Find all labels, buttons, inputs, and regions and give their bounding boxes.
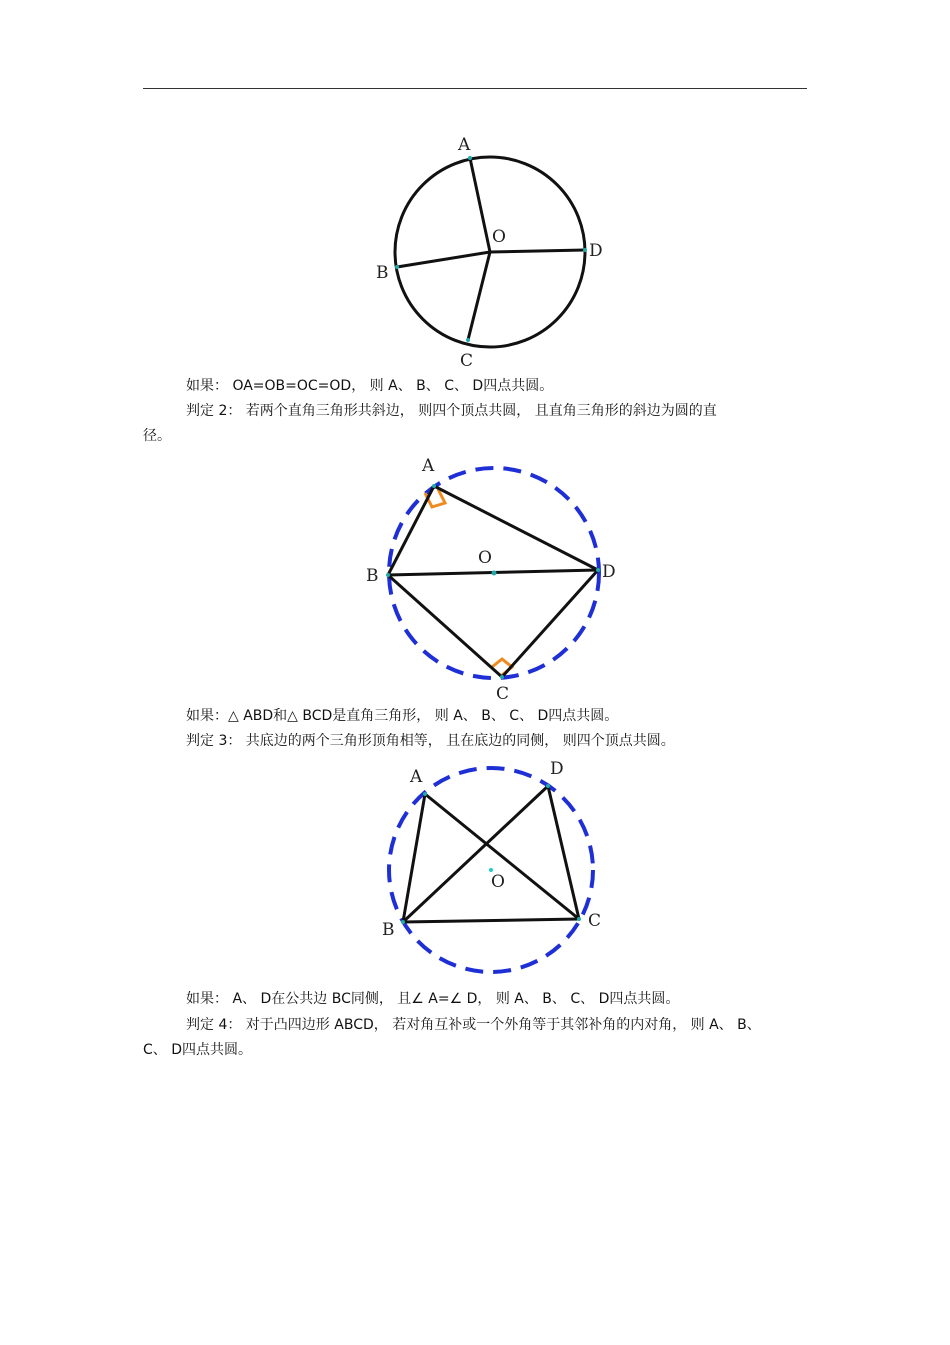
fig3-side-bc xyxy=(403,919,579,922)
fig2-side-ad xyxy=(434,486,598,570)
header-rule xyxy=(143,88,807,89)
fig3-label-o: O xyxy=(491,872,505,892)
fig3-label-a: A xyxy=(410,767,423,787)
fig2-side-cd xyxy=(502,570,598,677)
fig1-point-a xyxy=(468,156,472,160)
figure-2-right-triangles xyxy=(360,453,620,703)
fig3-point-a xyxy=(423,792,427,796)
text-line-1: 如果： OA=OB=OC=OD， 则 A、 B、 C、 D四点共圆。 xyxy=(186,378,554,394)
fig1-label-o: O xyxy=(492,227,506,247)
fig2-point-b xyxy=(386,573,390,577)
fig2-label-o: O xyxy=(478,548,492,568)
fig2-point-d xyxy=(596,568,600,572)
fig3-side-ac xyxy=(425,794,579,919)
fig2-point-a xyxy=(432,484,436,488)
fig3-point-b xyxy=(401,920,405,924)
fig3-label-b: B xyxy=(382,920,395,940)
fig2-point-c xyxy=(500,675,504,679)
text-line-2: 判定 2： 若两个直角三角形共斜边， 则四个顶点共圆， 且直角三角形的斜边为圆的直 xyxy=(186,403,717,419)
text-line-3: 径。 xyxy=(143,428,171,444)
fig2-label-a: A xyxy=(422,456,435,476)
fig2-side-bc xyxy=(388,575,502,677)
fig1-label-d: D xyxy=(589,241,603,261)
fig1-label-b: B xyxy=(376,263,389,283)
fig2-side-ab xyxy=(388,486,434,575)
fig3-point-c xyxy=(577,917,581,921)
figure-1-circle-radii xyxy=(360,128,610,373)
fig1-radius-oa xyxy=(470,158,490,252)
fig1-radius-od xyxy=(490,250,585,252)
fig1-radius-oc xyxy=(468,252,490,340)
fig1-point-b xyxy=(395,265,399,269)
fig1-radius-ob xyxy=(397,252,490,267)
fig1-point-d xyxy=(583,248,587,252)
fig1-label-c: C xyxy=(460,351,474,371)
text-line-8: C、 D四点共圆。 xyxy=(143,1042,253,1058)
figure-3-common-base-triangles xyxy=(370,756,620,976)
fig3-label-c: C xyxy=(588,911,602,931)
fig3-side-db xyxy=(403,786,548,922)
fig2-label-c: C xyxy=(496,684,510,703)
text-line-5: 判定 3： 共底边的两个三角形顶角相等， 且在底边的同侧， 则四个顶点共圆。 xyxy=(186,733,675,749)
fig2-label-b: B xyxy=(366,566,379,586)
text-line-4: 如果：△ ABD和△ BCD是直角三角形， 则 A、 B、 C、 D四点共圆。 xyxy=(186,708,619,724)
fig2-label-d: D xyxy=(602,562,616,582)
text-line-7: 判定 4： 对于凸四边形 ABCD， 若对角互补或一个外角等于其邻补角的内对角， 则 A、 B、 xyxy=(186,1017,761,1033)
text-line-6: 如果： A、 D在公共边 BC同侧， 且∠ A=∠ D， 则 A、 B、 C、 D四点共圆。 xyxy=(186,991,680,1007)
fig3-point-d xyxy=(546,784,550,788)
fig3-label-d: D xyxy=(550,759,564,779)
fig1-point-c xyxy=(466,338,470,342)
fig1-label-a: A xyxy=(458,135,471,155)
fig2-point-o xyxy=(492,571,497,576)
